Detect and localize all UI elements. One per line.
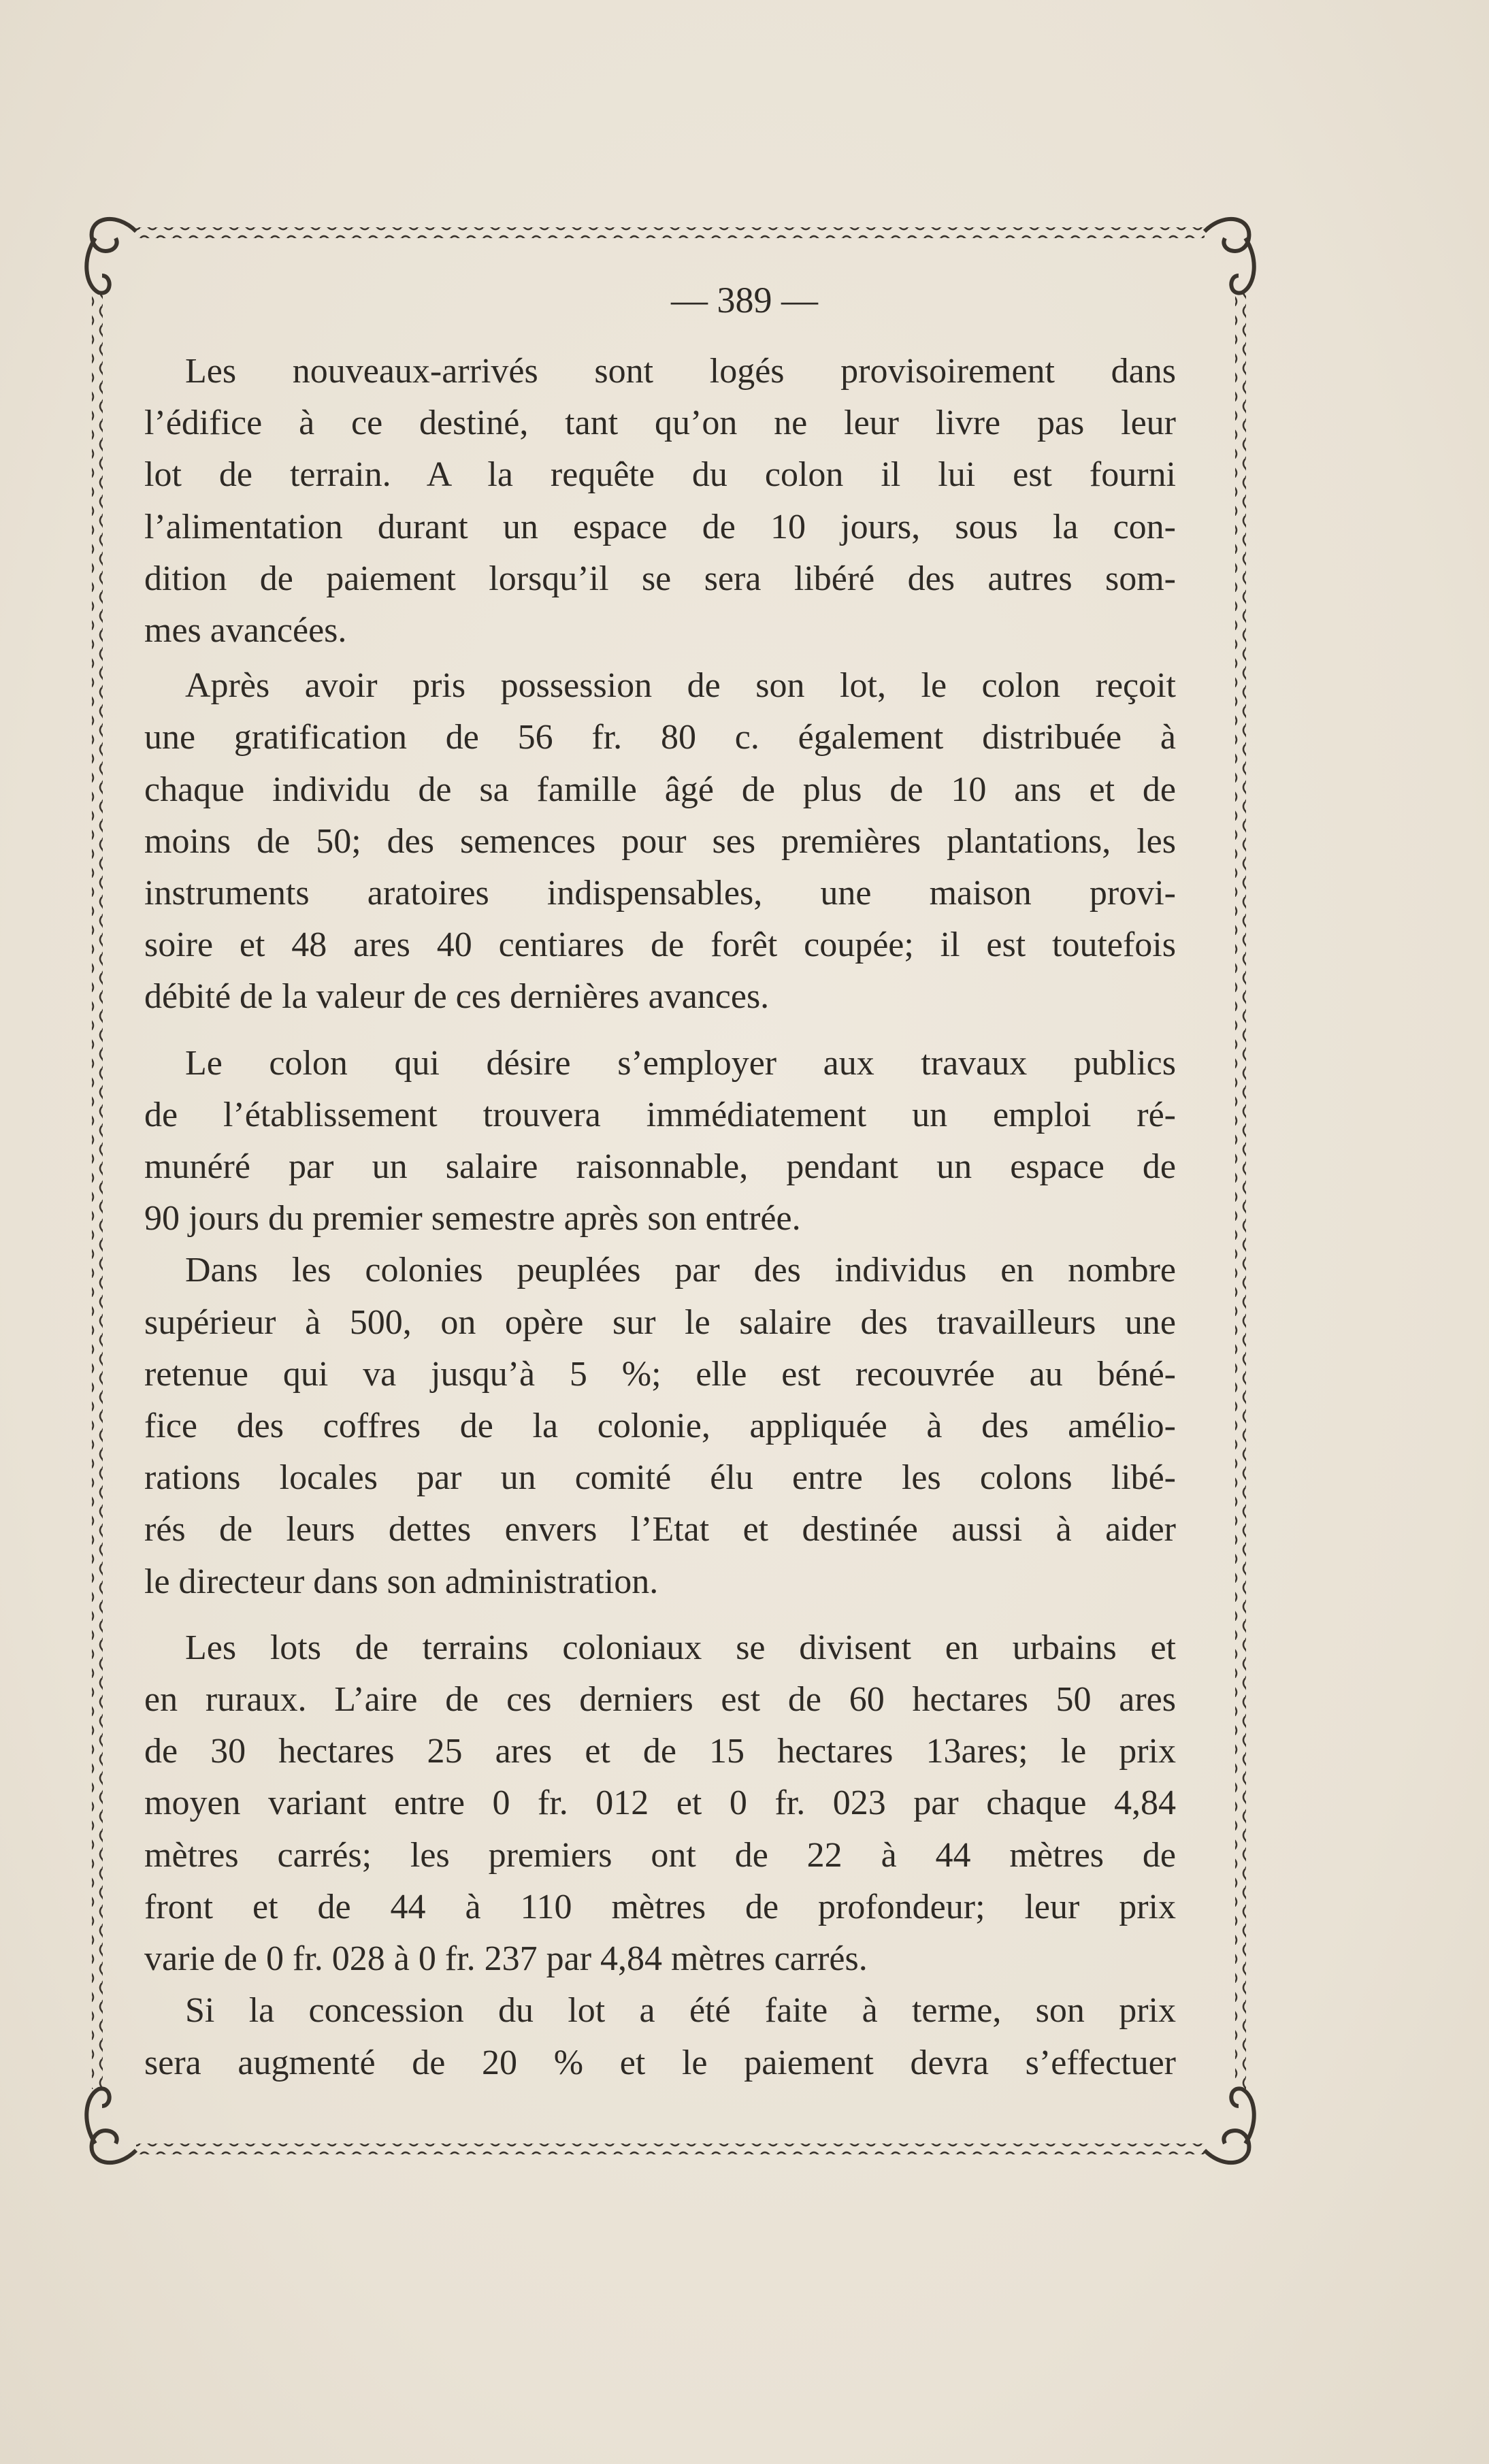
border-top [136, 227, 1205, 238]
paragraph [144, 346, 1176, 657]
border-left [92, 293, 103, 2089]
border-bottom [136, 2143, 1205, 2154]
text-line: en ruraux. L’aire de ces derniers est de 60 hectares 50 ares [144, 1680, 1176, 1720]
text-line: Les nouveaux-arrivés sont logés provisoirement dans [185, 352, 1176, 391]
text-line: sera augmenté de 20 % et le paiement devra s’effectuer [144, 2043, 1176, 2082]
text-line: supérieur à 500, on opère sur le salaire des travailleurs une [144, 1302, 1176, 1342]
text-line: munéré par un salaire raisonnable, pendant un espace de [144, 1147, 1176, 1187]
text-line: moyen variant entre 0 fr. 012 et 0 fr. 023 par chaque 4,84 [144, 1784, 1176, 1823]
body-text [144, 346, 1176, 2089]
text-line: varie de 0 fr. 028 à 0 fr. 237 par 4,84 mètres carrés. [144, 1939, 868, 1979]
text-line: fice des coffres de la colonie, appliquée à des amélio- [144, 1407, 1176, 1446]
text-line: le directeur dans son administration. [144, 1562, 659, 1601]
text-line: mes avancées. [144, 611, 347, 651]
paragraph [144, 660, 1176, 1023]
paragraph [144, 1038, 1176, 1245]
page-number: — 389 — [671, 280, 818, 321]
text-line: instruments aratoires indispensables, une maison provi- [144, 874, 1176, 913]
text-line: 90 jours du premier semestre après son entrée. [144, 1199, 801, 1238]
text-line: mètres carrés; les premiers ont de 22 à 44 mètres de [144, 1835, 1176, 1875]
text-line: Dans les colonies peuplées par des individus en nombre [185, 1251, 1176, 1290]
text-line: une gratification de 56 fr. 80 c. également distribuée à [144, 718, 1176, 757]
text-line: retenue qui va jusqu’à 5 %; elle est recouvrée au béné- [144, 1354, 1176, 1394]
text-line: rés de leurs dettes envers l’Etat et destinée aussi à aider [144, 1510, 1176, 1549]
paragraph [144, 1985, 1176, 2088]
text-line: moins de 50; des semences pour ses premières plantations, les [144, 821, 1176, 861]
text-line: Les lots de terrains coloniaux se divisent en urbains et [185, 1628, 1176, 1667]
text-line: chaque individu de sa famille âgé de plus de 10 ans et de [144, 770, 1176, 809]
text-line: Le colon qui désire s’employer aux travaux publics [185, 1043, 1176, 1083]
text-line: lot de terrain. A la requête du colon il lui est fourni [144, 455, 1176, 495]
text-line: débité de la valeur de ces dernières avances. [144, 977, 770, 1017]
border-right [1235, 293, 1246, 2089]
text-line: l’édifice à ce destiné, tant qu’on ne leur livre pas leur [144, 404, 1176, 443]
text-line: Si la concession du lot a été faite à terme, son prix [185, 1991, 1176, 2031]
text-line: rations locales par un comité élu entre les colons libé- [144, 1458, 1176, 1498]
text-line: dition de paiement lorsqu’il se sera libéré des autres som- [144, 559, 1176, 598]
text-line: soire et 48 ares 40 centiares de forêt coupée; il est toutefois [144, 925, 1176, 965]
text-line: de l’établissement trouvera immédiatement un emploi ré- [144, 1095, 1176, 1134]
paragraph [144, 1245, 1176, 1607]
text-line: l’alimentation durant un espace de 10 jours, sous la con- [144, 507, 1176, 546]
paragraph [144, 1622, 1176, 1985]
text-line: front et de 44 à 110 mètres de profondeur; leur prix [144, 1887, 1176, 1926]
text-line: de 30 hectares 25 ares et de 15 hectares 13ares; le prix [144, 1732, 1176, 1771]
text-line: Après avoir pris possession de son lot, le colon reçoit [185, 666, 1176, 706]
